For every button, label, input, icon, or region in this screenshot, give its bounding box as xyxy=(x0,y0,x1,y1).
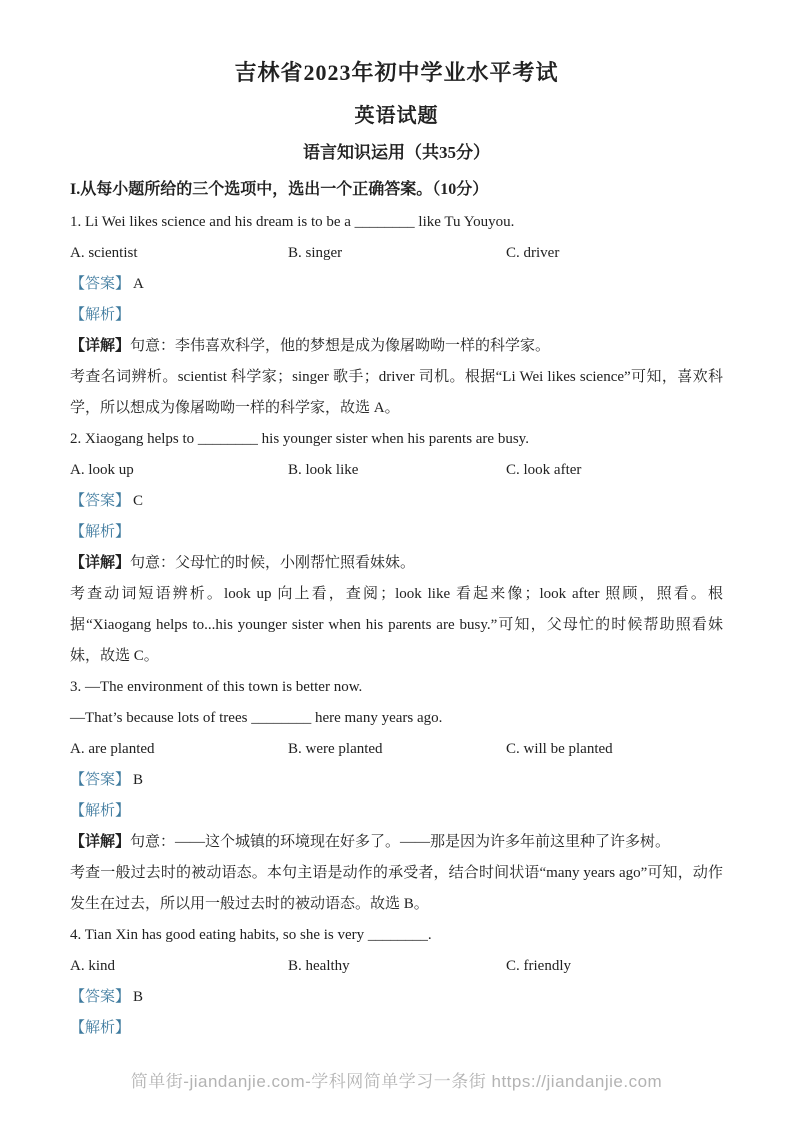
options-row xyxy=(70,238,723,269)
question-stem: 2. Xiaogang helps to ________ his younger sister when his parents are busy. xyxy=(70,431,529,448)
detail-label: 【详解】 xyxy=(70,338,131,355)
watermark-footer: 简单街-jiandanjie.com-学科网简单学习一条街 https://jiandanjie.com xyxy=(130,1072,663,1091)
answer-line xyxy=(70,765,723,796)
question-stems xyxy=(70,672,723,734)
section-heading: 语言知识运用（共35分） xyxy=(303,143,490,163)
answer-label: 【答案】 xyxy=(70,276,131,293)
option: C. driver xyxy=(506,245,560,262)
options-row xyxy=(70,455,723,486)
question-stems xyxy=(70,424,723,455)
question-stems xyxy=(70,207,723,238)
option: B. were planted xyxy=(288,741,383,758)
option: B. healthy xyxy=(288,958,350,975)
answer-label: 【答案】 xyxy=(70,493,131,510)
explanation-block xyxy=(70,827,723,920)
question-block xyxy=(70,672,723,920)
answer-value: C xyxy=(133,493,144,510)
option: B. singer xyxy=(288,245,343,262)
explanation-block xyxy=(70,548,723,672)
explanation-paragraph: 【详解】句意：父母忙的时候，小刚帮忙照看妹妹。 xyxy=(70,555,416,572)
option: C. friendly xyxy=(506,958,571,975)
question-stem: 3. —The environment of this town is better now. xyxy=(70,679,363,696)
analysis-label: 【解析】 xyxy=(70,307,131,324)
explanation-paragraph: 【详解】句意：李伟喜欢科学，他的梦想是成为像屠呦呦一样的科学家。 xyxy=(70,338,551,355)
answer-value: B xyxy=(133,772,144,789)
option: B. look like xyxy=(288,462,359,479)
instruction-heading: I.从每小题所给的三个选项中，选出一个正确答案。（10分） xyxy=(70,181,489,199)
option: A. are planted xyxy=(70,741,155,758)
explanation-block xyxy=(70,331,723,424)
explanation-paragraph: 考查动词短语辨析。look up 向上看，查阅；look like 看起来像；look after 照顾，照看。根据“Xiaogang helps to...his younger sister when his parents are busy.”可知，父母忙的时候帮助照看妹妹，故选 C。 xyxy=(70,586,723,665)
answer-label: 【答案】 xyxy=(70,772,131,789)
detail-label: 【详解】 xyxy=(70,834,131,851)
option: C. look after xyxy=(506,462,582,479)
options-row xyxy=(70,951,723,982)
exam-subtitle: 英语试题 xyxy=(354,105,439,128)
option: A. scientist xyxy=(70,245,138,262)
analysis-label: 【解析】 xyxy=(70,803,131,820)
answer-label: 【答案】 xyxy=(70,989,131,1006)
answer-value: A xyxy=(133,276,144,293)
analysis-label: 【解析】 xyxy=(70,524,131,541)
analysis-label: 【解析】 xyxy=(70,1020,131,1037)
answer-value: B xyxy=(133,989,144,1006)
explanation-paragraph: 【详解】句意：——这个城镇的环境现在好多了。——那是因为许多年前这里种了许多树。 xyxy=(70,834,671,851)
answer-line xyxy=(70,982,723,1013)
options-row xyxy=(70,734,723,765)
questions-list xyxy=(70,207,723,1044)
exam-title: 吉林省2023年初中学业水平考试 xyxy=(234,60,559,85)
question-stem: 1. Li Wei likes science and his dream is to be a ________ like Tu Youyou. xyxy=(70,214,515,231)
question-block xyxy=(70,424,723,672)
explanation-paragraph: 考查一般过去时的被动语态。本句主语是动作的承受者，结合时间状语“many years ago”可知，动作发生在过去，所以用一般过去时的被动语态。故选 B。 xyxy=(70,865,723,913)
question-block xyxy=(70,920,723,1044)
detail-label: 【详解】 xyxy=(70,555,131,572)
question-stem: —That’s because lots of trees ________ here many years ago. xyxy=(70,710,443,727)
answer-line xyxy=(70,269,723,300)
explanation-paragraph: 考查名词辨析。scientist 科学家；singer 歌手；driver 司机。根据“Li Wei likes science”可知，喜欢科学，所以想成为像屠呦呦一样的科学家，故选 A。 xyxy=(70,369,723,417)
option: C. will be planted xyxy=(506,741,613,758)
question-stems xyxy=(70,920,723,951)
option: A. look up xyxy=(70,462,134,479)
answer-line xyxy=(70,486,723,517)
question-stem: 4. Tian Xin has good eating habits, so she is very ________. xyxy=(70,927,432,944)
option: A. kind xyxy=(70,958,115,975)
question-block xyxy=(70,207,723,424)
